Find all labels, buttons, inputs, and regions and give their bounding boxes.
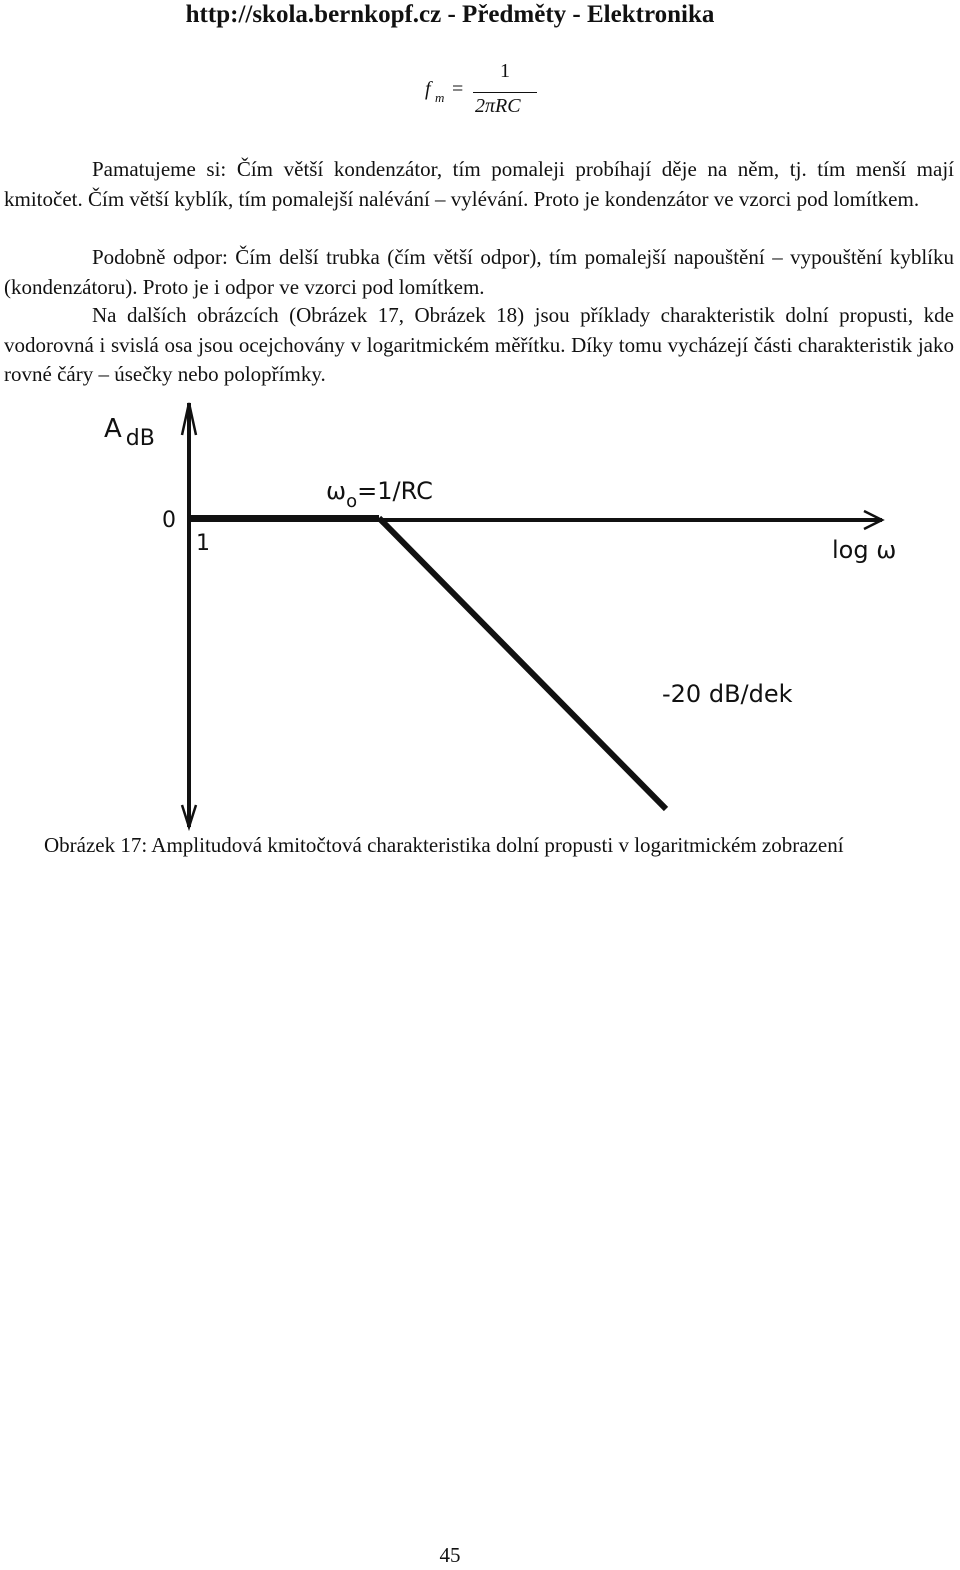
- page-header: http://skola.bernkopf.cz - Předměty - Elektronika: [185, 1, 715, 28]
- formula-numerator: 1: [500, 60, 510, 82]
- fraction-bar: [473, 92, 537, 93]
- paragraph-log-scale: Na dalších obrázcích (Obrázek 17, Obrázek 18) jsou příklady charakteristik dolní propusti, kde vodorovná i svislá osa jsou ocejchovány v logaritmickém měřítku. Díky tomu vycházejí části charakteristik jako rovné čáry – úsečky nebo polopřímky.: [4, 303, 954, 386]
- corner-frequency-label: $\omega_o=1/RC$: [326, 477, 433, 512]
- slope-label: -20 dB/dek: [662, 680, 793, 708]
- formula-equals: =: [452, 78, 464, 100]
- x-axis-label: log ω: [832, 536, 897, 564]
- paragraph-capacitor: Pamatujeme si: Čím větší kondenzátor, tím pomaleji probíhají děje na něm, tj. tím menší mají kmitočet. Čím větší kyblík, tím pomalejší nalévání – vylévání. Proto je kondenzátor ve vzorci pod lomítkem.: [4, 157, 954, 211]
- formula-lhs: f: [425, 78, 431, 100]
- formula-subscript: m: [435, 90, 445, 105]
- one-label: 1: [196, 531, 210, 556]
- paragraph-resistor: Podobně odpor: Čím delší trubka (čím větší odpor), tím pomalejší napouštění – vypouštění kyblíku (kondenzátoru). Proto je i odpor ve vzorci pod lomítkem.: [4, 245, 954, 299]
- y-axis-label: A $_{dB}$: [104, 414, 155, 451]
- zero-label: 0: [162, 508, 176, 533]
- bode-magnitude-plot: [90, 395, 920, 835]
- formula-denominator: 2πRC: [475, 95, 521, 117]
- page-number: 45: [439, 1543, 461, 1567]
- figure-caption: Obrázek 17: Amplitudová kmitočtová charakteristika dolní propusti v logaritmickém zobrazení: [44, 833, 844, 857]
- cutoff-frequency-formula: [425, 60, 555, 124]
- sloped-asymptote: [379, 518, 666, 809]
